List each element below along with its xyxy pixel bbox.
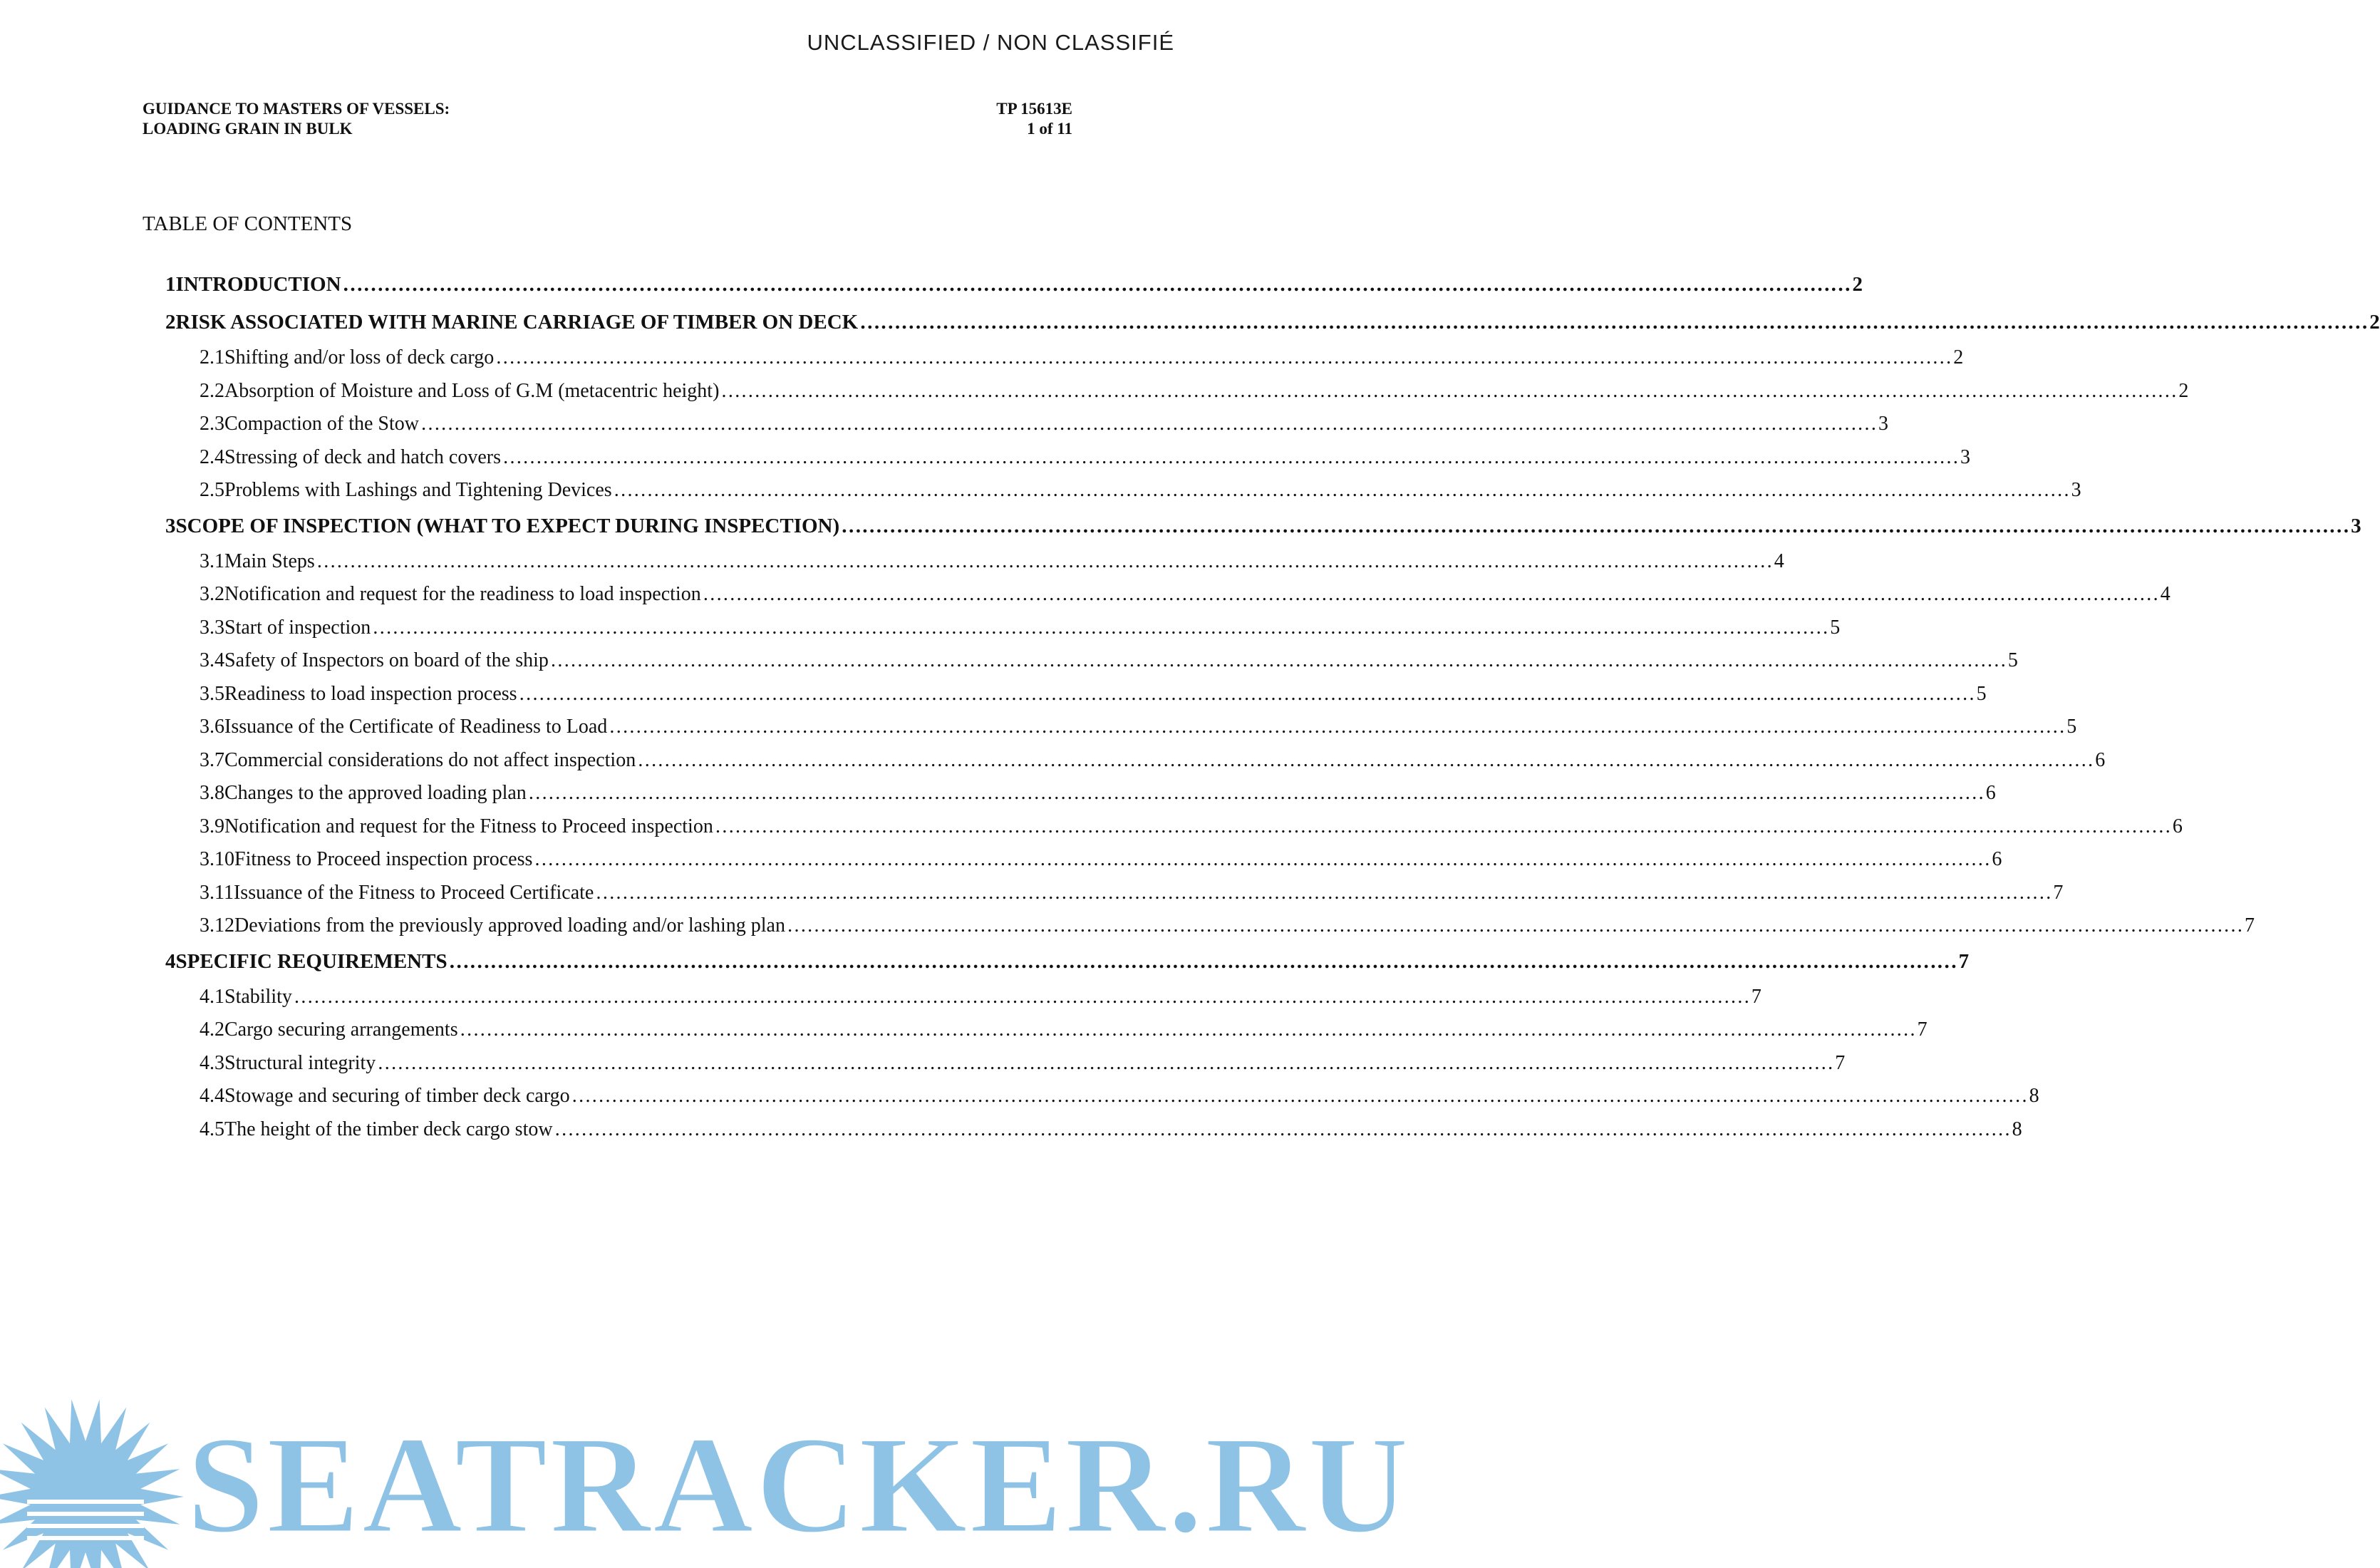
toc-entry-title: Problems with Lashings and Tightening Devices	[224, 479, 612, 501]
toc-entry-title: The height of the timber deck cargo stow	[224, 1118, 553, 1140]
toc-leader	[420, 413, 1877, 435]
toc-entry-title: Stowage and securing of timber deck cargo	[224, 1085, 570, 1107]
toc-leader	[377, 1052, 1833, 1075]
toc-entry-title: Safety of Inspectors on board of the ship	[224, 649, 549, 671]
toc-number: 4.4	[200, 1085, 224, 1107]
toc-subsection[interactable]	[165, 1118, 2022, 1152]
toc-number: 3.9	[200, 815, 224, 837]
sun-stripe	[27, 1512, 144, 1516]
toc-subsection[interactable]	[165, 1018, 1928, 1052]
toc-heading: TABLE OF CONTENTS	[143, 212, 353, 235]
toc-leader	[343, 273, 1851, 296]
sun-logo-icon	[0, 1399, 184, 1568]
toc-page-number: 4	[2160, 583, 2171, 605]
sun-stripe	[27, 1524, 144, 1528]
toc-subsection[interactable]	[165, 583, 2171, 617]
toc-subsection[interactable]	[165, 346, 1964, 380]
toc-subsection[interactable]	[165, 649, 2018, 683]
toc-number: 4.5	[200, 1118, 224, 1140]
toc-entry-title: Changes to the approved loading plan	[224, 782, 527, 804]
toc-leader	[720, 380, 2177, 403]
toc-entry-title: Stability	[224, 985, 292, 1008]
sun-stripe	[27, 1536, 144, 1540]
toc-section[interactable]	[165, 311, 2380, 346]
toc-number: 3.8	[200, 782, 224, 804]
toc-subsection[interactable]	[165, 445, 1970, 480]
toc-entry-title: Fitness to Proceed inspection process	[234, 848, 533, 870]
toc-page-number: 6	[1985, 782, 1996, 804]
toc-entry-title: Notification and request for the Fitness to Proceed inspection	[224, 815, 713, 837]
toc-page-number: 4	[1774, 550, 1784, 572]
toc-number: 4	[165, 949, 176, 973]
toc-leader	[703, 583, 2159, 606]
toc-entry-title: Readiness to load inspection process	[224, 682, 517, 705]
toc-leader	[715, 815, 2171, 838]
toc-section[interactable]	[165, 949, 1970, 986]
toc-subsection[interactable]	[165, 748, 2106, 783]
page-number: 1 of 11	[1027, 120, 1072, 138]
toc-number: 3.4	[200, 649, 224, 671]
toc-subsection[interactable]	[165, 914, 2255, 948]
toc-page-number: 3	[2351, 514, 2361, 537]
toc-page-number: 6	[2095, 748, 2106, 771]
toc-number: 4.2	[200, 1018, 224, 1041]
toc-page-number: 8	[2029, 1085, 2039, 1107]
toc-subsection[interactable]	[165, 1085, 2039, 1118]
toc-leader	[316, 550, 1773, 573]
toc-subsection[interactable]	[165, 782, 1996, 815]
toc-number: 3.3	[200, 616, 224, 639]
toc-leader	[571, 1085, 2028, 1108]
toc-entry-title: Cargo securing arrangements	[224, 1018, 458, 1041]
toc-entry-title: Deviations from the previously approved loading and/or lashing plan	[234, 914, 785, 937]
toc-number: 3.5	[200, 682, 224, 705]
toc-subsection[interactable]	[165, 848, 2002, 882]
toc-entry-title: Absorption of Moisture and Loss of G.M (metacentric height)	[224, 379, 720, 402]
toc-leader	[637, 749, 2094, 772]
toc-leader	[519, 683, 1975, 706]
toc-entry-title: Commercial considerations do not affect inspection	[224, 748, 636, 771]
toc-number: 2	[165, 311, 176, 334]
toc-page-number: 3	[2071, 479, 2081, 501]
toc-subsection[interactable]	[165, 716, 2077, 749]
toc-leader	[595, 882, 2052, 904]
toc-entry-title: Structural integrity	[224, 1051, 376, 1074]
toc-subsection[interactable]	[165, 985, 1761, 1019]
toc-entry-title: Stressing of deck and hatch covers	[224, 445, 501, 468]
toc-page-number: 5	[1830, 616, 1841, 639]
toc-subsection[interactable]	[165, 616, 1841, 650]
toc-page-number: 7	[1958, 949, 1970, 973]
toc-leader	[614, 479, 2070, 502]
toc-page-number: 6	[2172, 815, 2183, 837]
toc-entry-title: Issuance of the Fitness to Proceed Certificate	[233, 881, 594, 904]
toc-leader	[841, 515, 2349, 538]
toc-entry-title: Shifting and/or loss of deck cargo	[224, 346, 495, 368]
toc-entry-title: Compaction of the Stow	[224, 413, 419, 435]
toc-leader	[449, 950, 1957, 974]
toc-entry-title: SCOPE OF INSPECTION (WHAT TO EXPECT DURING INSPECTION)	[175, 514, 840, 537]
classification-label: UNCLASSIFIED / NON CLASSIFIÉ	[807, 30, 1174, 55]
document-title-line1: GUIDANCE TO MASTERS OF VESSELS:	[143, 100, 450, 118]
toc-subsection[interactable]	[165, 550, 1784, 584]
toc-page-number: 5	[1976, 682, 1987, 705]
toc-number: 3.11	[200, 881, 234, 904]
toc-number: 4.1	[200, 985, 224, 1008]
toc-number: 3.1	[200, 550, 224, 572]
toc-number: 2.2	[200, 379, 224, 402]
toc-number: 2.4	[200, 445, 224, 468]
toc-leader	[502, 446, 1959, 469]
toc-leader	[528, 782, 1985, 805]
toc-subsection[interactable]	[165, 379, 2189, 413]
toc-subsection[interactable]	[165, 815, 2183, 849]
toc-leader	[495, 346, 1952, 369]
toc-number: 2.5	[200, 479, 224, 501]
toc-number: 3.6	[200, 716, 224, 738]
toc-leader	[554, 1118, 2011, 1141]
toc-entry-title: SPECIFIC REQUIREMENTS	[175, 949, 447, 973]
toc-page-number: 3	[1960, 445, 1970, 468]
toc-subsection[interactable]	[165, 1051, 1846, 1085]
toc-number: 3.7	[200, 748, 224, 771]
toc-leader	[372, 617, 1828, 639]
document-number: TP 15613E	[996, 100, 1072, 118]
table-of-contents	[165, 271, 2380, 1151]
toc-leader	[294, 986, 1750, 1009]
toc-number: 1	[165, 273, 176, 296]
toc-entry-title: INTRODUCTION	[175, 273, 341, 296]
toc-leader	[534, 848, 1990, 871]
toc-subsection[interactable]	[165, 881, 2064, 915]
toc-page-number: 6	[1992, 848, 2002, 870]
toc-number: 4.3	[200, 1051, 224, 1074]
toc-leader	[460, 1018, 1916, 1041]
toc-entry-title: Start of inspection	[224, 616, 371, 639]
toc-number: 3.10	[200, 848, 234, 870]
toc-subsection[interactable]	[165, 479, 2081, 512]
sun-stripe	[27, 1500, 144, 1504]
toc-page-number: 7	[1917, 1018, 1928, 1041]
toc-page-number: 8	[2012, 1118, 2022, 1140]
toc-leader	[550, 649, 2007, 672]
toc-entry-title: Issuance of the Certificate of Readiness to Load	[224, 716, 608, 738]
toc-page-number: 7	[1751, 985, 1761, 1008]
watermark-text: SEATRACKER.RU	[187, 1408, 1411, 1562]
toc-page-number: 2	[1852, 273, 1863, 296]
toc-number: 3.2	[200, 583, 224, 605]
toc-page-number: 5	[2066, 716, 2077, 738]
sun-disc	[34, 1445, 137, 1548]
toc-number: 3	[165, 514, 176, 537]
toc-page-number: 7	[2244, 914, 2255, 937]
toc-page-number: 2	[2369, 311, 2380, 334]
toc-page-number: 2	[2178, 379, 2189, 402]
document-reference	[996, 99, 1072, 139]
toc-subsection[interactable]	[165, 682, 1987, 716]
toc-entry-title: Notification and request for the readiness to load inspection	[224, 583, 701, 605]
toc-number: 2.3	[200, 413, 224, 435]
toc-leader	[859, 311, 2368, 334]
toc-leader	[609, 716, 2065, 738]
toc-page-number: 3	[1878, 413, 1888, 435]
toc-number: 2.1	[200, 346, 224, 368]
toc-page-number: 7	[1835, 1051, 1846, 1074]
toc-leader	[787, 914, 2243, 937]
toc-number: 3.12	[200, 914, 234, 937]
toc-section[interactable]	[165, 514, 2361, 550]
document-title-line2: LOADING GRAIN IN BULK	[143, 120, 353, 138]
toc-page-number: 2	[1953, 346, 1964, 368]
toc-entry-title: RISK ASSOCIATED WITH MARINE CARRIAGE OF TIMBER ON DECK	[175, 311, 859, 334]
toc-page-number: 5	[2007, 649, 2018, 671]
toc-subsection[interactable]	[165, 413, 1888, 446]
document-title	[143, 99, 450, 139]
toc-section[interactable]	[165, 273, 1863, 309]
toc-entry-title: Main Steps	[224, 550, 315, 572]
toc-page-number: 7	[2053, 881, 2064, 904]
